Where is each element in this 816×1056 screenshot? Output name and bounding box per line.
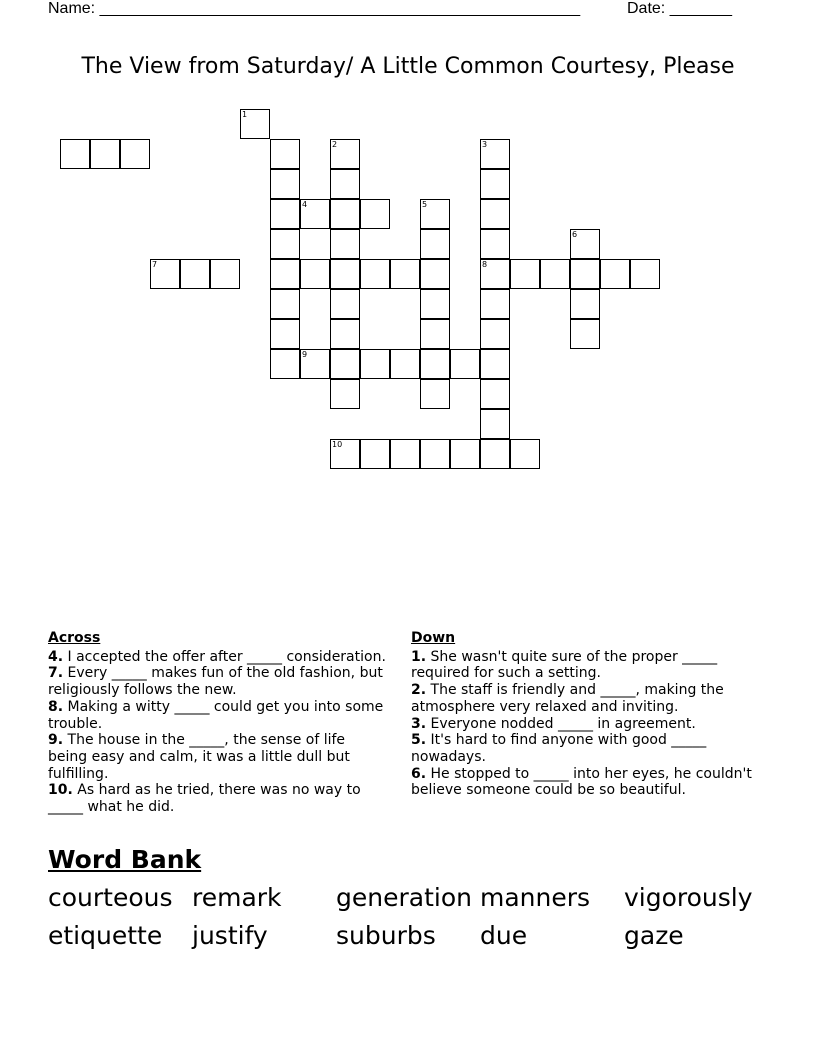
crossword-cell[interactable]: [420, 439, 450, 469]
crossword-cell[interactable]: [330, 319, 360, 349]
word-bank-word: gaze: [624, 921, 684, 950]
clue-number: 1.: [411, 648, 427, 665]
crossword-cell[interactable]: [270, 139, 300, 169]
cell-number: 10: [332, 440, 343, 449]
down-heading: Down: [411, 630, 456, 646]
crossword-cell[interactable]: [360, 439, 390, 469]
crossword-cell[interactable]: [90, 139, 120, 169]
crossword-cell[interactable]: [270, 199, 300, 229]
crossword-cell[interactable]: [570, 289, 600, 319]
across-clues: [48, 630, 388, 816]
clue-item: [411, 682, 771, 715]
clue-number: 8.: [48, 698, 64, 715]
crossword-cell[interactable]: [360, 199, 390, 229]
clue-number: 2.: [411, 682, 427, 699]
cell-number: 4: [302, 200, 308, 209]
crossword-cell[interactable]: [570, 259, 600, 289]
name-line: Name: ______________________________________________________: [48, 0, 581, 17]
cell-number: 2: [332, 140, 338, 149]
crossword-cell[interactable]: [330, 229, 360, 259]
crossword-cell[interactable]: [180, 259, 210, 289]
word-bank-word: due: [480, 921, 528, 950]
clue-text: Every _____ makes fun of the old fashion, but religiously follows the new.: [48, 665, 383, 699]
crossword-cell[interactable]: [330, 259, 360, 289]
crossword-cell[interactable]: [450, 349, 480, 379]
crossword-cell[interactable]: [600, 259, 630, 289]
down-clues: [411, 630, 771, 799]
crossword-cell[interactable]: [480, 199, 510, 229]
word-bank-word: manners: [480, 883, 591, 912]
crossword-cell[interactable]: [60, 139, 90, 169]
date-line: Date: _______: [627, 0, 732, 17]
crossword-cell[interactable]: [210, 259, 240, 289]
crossword-cell[interactable]: [510, 439, 540, 469]
crossword-cell[interactable]: [420, 289, 450, 319]
word-bank-word: justify: [192, 921, 268, 950]
crossword-cell[interactable]: [330, 199, 360, 229]
crossword-cell[interactable]: [120, 139, 150, 169]
clue-text: He stopped to _____ into her eyes, he couldn't believe someone could be so beautiful.: [411, 765, 752, 799]
cell-number: 3: [482, 140, 488, 149]
word-bank-word: generation: [336, 883, 472, 912]
clue-number: 10.: [48, 782, 73, 799]
crossword-cell[interactable]: [420, 319, 450, 349]
word-bank-word: courteous: [48, 883, 173, 912]
crossword-cell[interactable]: [510, 259, 540, 289]
crossword-cell[interactable]: [480, 349, 510, 379]
clue-item: [48, 665, 388, 698]
crossword-cell[interactable]: [270, 349, 300, 379]
crossword-cell[interactable]: [330, 439, 360, 469]
crossword-cell[interactable]: [480, 409, 510, 439]
clue-text: She wasn't quite sure of the proper _____ required for such a setting.: [411, 648, 718, 682]
clue-text: I accepted the offer after _____ consideration.: [67, 648, 386, 665]
clue-text: It's hard to find anyone with good _____ nowadays.: [411, 732, 707, 765]
crossword-cell[interactable]: [330, 169, 360, 199]
crossword-cell[interactable]: [360, 259, 390, 289]
crossword-cell[interactable]: [570, 319, 600, 349]
crossword-cell[interactable]: [480, 439, 510, 469]
clue-number: 7.: [48, 665, 64, 682]
crossword-cell[interactable]: [480, 379, 510, 409]
crossword-cell[interactable]: [360, 349, 390, 379]
crossword-cell[interactable]: [480, 229, 510, 259]
clue-number: 3.: [411, 715, 427, 732]
word-bank-word: suburbs: [336, 921, 436, 950]
cell-number: 1: [242, 110, 248, 119]
crossword-cell[interactable]: [300, 259, 330, 289]
cell-number: 5: [422, 200, 428, 209]
word-bank-word: remark: [192, 883, 282, 912]
clue-item: [48, 649, 388, 666]
crossword-cell[interactable]: [240, 109, 270, 139]
cell-number: 6: [572, 230, 578, 239]
crossword-cell[interactable]: [480, 319, 510, 349]
crossword-cell[interactable]: [420, 229, 450, 259]
clue-item: [411, 649, 771, 682]
crossword-cell[interactable]: [630, 259, 660, 289]
crossword-cell[interactable]: [420, 259, 450, 289]
clue-item: [48, 699, 388, 732]
word-bank-word: vigorously: [624, 883, 753, 912]
crossword-cell[interactable]: [270, 169, 300, 199]
page-title: The View from Saturday/ A Little Common Courtesy, Please: [81, 54, 735, 79]
crossword-cell[interactable]: [270, 259, 300, 289]
crossword-cell[interactable]: [480, 139, 510, 169]
clue-number: 9.: [48, 732, 64, 749]
crossword-cell[interactable]: [570, 229, 600, 259]
clue-item: [411, 716, 771, 733]
clue-text: Everyone nodded _____ in agreement.: [430, 715, 696, 732]
clue-item: [48, 782, 388, 815]
crossword-cell[interactable]: [270, 229, 300, 259]
crossword-cell[interactable]: [540, 259, 570, 289]
crossword-cell[interactable]: [420, 349, 450, 379]
clue-text: Making a witty _____ could get you into some trouble.: [48, 698, 384, 732]
crossword-cell[interactable]: [390, 349, 420, 379]
word-bank-title: Word Bank: [48, 845, 202, 874]
crossword-cell[interactable]: [300, 199, 330, 229]
crossword-cell[interactable]: [480, 169, 510, 199]
crossword-cell[interactable]: [480, 259, 510, 289]
crossword-cell[interactable]: [420, 199, 450, 229]
clue-item: [48, 732, 388, 782]
crossword-cell[interactable]: [150, 259, 180, 289]
crossword-cell[interactable]: [330, 349, 360, 379]
crossword-cell[interactable]: [270, 289, 300, 319]
clue-text: The staff is friendly and _____, making the atmosphere very relaxed and inviting.: [411, 682, 724, 715]
word-bank-word: etiquette: [48, 921, 163, 950]
clue-text: As hard as he tried, there was no way to _____ what he did.: [48, 782, 361, 816]
across-heading: Across: [48, 630, 101, 646]
crossword-cell[interactable]: [390, 439, 420, 469]
clue-number: 4.: [48, 648, 64, 665]
crossword-cell[interactable]: [270, 319, 300, 349]
clue-text: The house in the _____, the sense of life being easy and calm, it was a little dull but fulfilling.: [48, 732, 350, 782]
clue-number: 5.: [411, 732, 427, 749]
clue-number: 6.: [411, 765, 427, 782]
crossword-cell[interactable]: [330, 139, 360, 169]
crossword-cell[interactable]: [300, 349, 330, 379]
crossword-cell[interactable]: [480, 289, 510, 319]
crossword-cell[interactable]: [420, 379, 450, 409]
clue-item: [411, 766, 771, 799]
crossword-cell[interactable]: [390, 259, 420, 289]
cell-number: 7: [152, 260, 158, 269]
crossword-cell[interactable]: [330, 379, 360, 409]
clue-item: [411, 732, 771, 765]
cell-number: 8: [482, 260, 488, 269]
crossword-cell[interactable]: [450, 439, 480, 469]
crossword-cell[interactable]: [330, 289, 360, 319]
cell-number: 9: [302, 350, 308, 359]
